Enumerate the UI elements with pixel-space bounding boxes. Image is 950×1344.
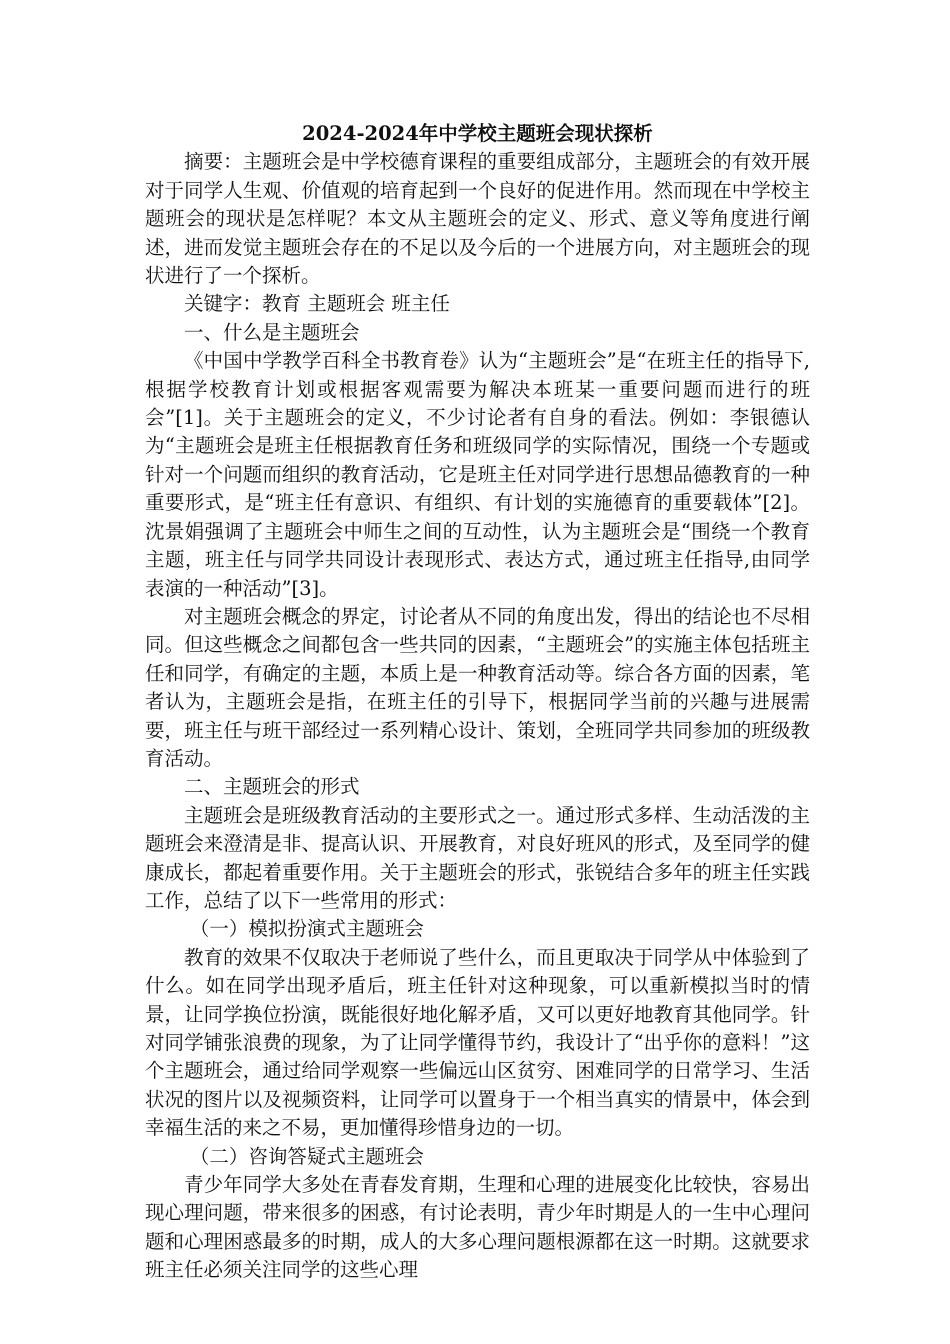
document-page xyxy=(145,120,810,1285)
body-paragraph-3: 主题班会是班级教育活动的主要形式之一。通过形式多样、生动活泼的主题班会来澄清是非、提高认识、开展教育，对良好班风的形式，及至同学的健康成长，都起着重要作用。关于主题班会的形式，张锐结合多年的班主任实践工作，总结了以下一些常用的形式： xyxy=(145,803,810,912)
abstract-paragraph: 摘要：主题班会是中学校德育课程的重要组成部分，主题班会的有效开展对于同学人生观、价值观的培育起到一个良好的促进作用。然而现在中学校主题班会的现状是怎样呢？本文从主题班会的定义、形式、意义等角度进行阐述，进而发觉主题班会存在的不足以及今后的一个进展方向，对主题班会的现状进行了一个探析。 xyxy=(145,150,810,288)
section-heading-2: 二、主题班会的形式 xyxy=(184,775,360,799)
body-paragraph-4: 教育的效果不仅取决于老师说了些什么，而且更取决于同学从中体验到了什么。如在同学出现矛盾后，班主任针对这种现象，可以重新模拟当时的情景，让同学换位扮演，既能很好地化解矛盾，又可以更好地教育其他同学。针对同学铺张浪费的现象，为了让同学懂得节约，我设计了“出乎你的意料！”这个主题班会，通过给同学观察一些偏远山区贫穷、困难同学的日常学习、生活状况的图片以及视频资料，让同学可以置身于一个相当真实的情景中，体会到幸福生活的来之不易，更加懂得珍惜身边的一切。 xyxy=(145,945,810,1140)
body-paragraph-5: 青少年同学大多处在青春发育期，生理和心理的进展变化比较快，容易出现心理问题，带来很多的困惑，有讨论表明，青少年时期是人的一生中心理问题和心理困惑最多的时期，成人的大多心理问题根源都在这一时期。这就要求班主任必须关注同学的这些心理 xyxy=(145,1173,810,1282)
body-paragraph-1: 《中国中学教学百科全书教育卷》认为“主题班会”是“在班主任的指导下,根据学校教育计划或根据客观需要为解决本班某一重要问题而进行的班会”[1]。关于主题班会的定义，不少讨论者有自身的看法。例如：李银德认为“主题班会是班主任根据教育任务和班级同学的实际情况，围绕一个专题或针对一个问题而组织的教育活动，它是班主任对同学进行思想品德教育的一种重要形式，是“班主任有意识、有组织、有计划的实施德育的重要载体”[2]。沈景娟强调了主题班会中师生之间的互动性，认为主题班会是“围绕一个教育主题，班主任与同学共同设计表现形式、表达方式，通过班主任指导,由同学表演的一种活动”[3]。 xyxy=(145,349,810,600)
subsection-heading-1: （一）模拟扮演式主题班会 xyxy=(189,917,424,941)
section-heading-1: 一、什么是主题班会 xyxy=(184,320,360,344)
keywords-line: 关键字：教育 主题班会 班主任 xyxy=(184,292,450,316)
document-title: 2024-2024年中学校主题班会现状探析 xyxy=(302,122,653,145)
subsection-heading-2: （二）咨询答疑式主题班会 xyxy=(189,1144,424,1168)
body-paragraph-2: 对主题班会概念的界定，讨论者从不同的角度出发，得出的结论也不尽相同。但这些概念之间都包含一些共同的因素，“主题班会”的实施主体包括班主任和同学，有确定的主题，本质上是一种教育活动等。综合各方面的因素，笔者认为，主题班会是指，在班主任的引导下，根据同学当前的兴趣与进展需要，班主任与班干部经过一系列精心设计、策划，全班同学共同参加的班级教育活动。 xyxy=(145,604,810,770)
